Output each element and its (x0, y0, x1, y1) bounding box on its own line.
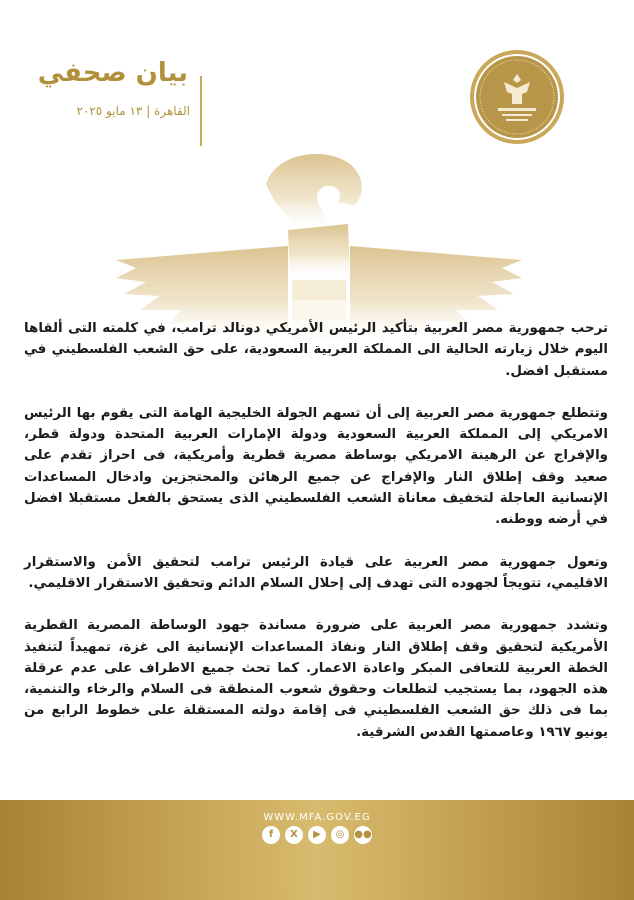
paragraph-2: وتتطلع جمهورية مصر العربية إلى أن تسهم الجولة الخليجية الهامة التى يقوم بها الرئيس الامريكي إلى المملكة العربية السعودية ودولة الإمارات العربية المتحدة ودولة قطر، والإفراج عن الرهينة الامريكي بوساطة مصرية قطرية وأمريكية، فى احراز تقدم على صعيد وقف إطلاق النار والإفراج عن جميع الرهائن والمحتجزين وادخال المساعدات الإنسانية العاجلة لتخفيف معاناة الشعب الفلسطيني الذى يستحق بالفعل مستقبلا افضل في أرضه ووطنه. (24, 405, 608, 528)
x-icon[interactable]: X (285, 826, 303, 844)
facebook-icon[interactable]: f (262, 826, 280, 844)
youtube-icon[interactable]: ▶ (308, 826, 326, 844)
paragraph-3: وتعول جمهورية مصر العربية على قيادة الرئيس ترامب لتحقيق الأمن والاستقرار الاقليمي، تتويجاً لجهوده التى تهدف إلى إحلال السلام الدائم وتحقيق الاستقرار الاقليمي. (24, 554, 608, 591)
social-links (262, 826, 372, 848)
press-release-title: بيان صحفي (37, 58, 188, 88)
website-url[interactable]: WWW.MFA.GOV.EG (263, 812, 371, 823)
instagram-icon[interactable]: ◎ (331, 826, 349, 844)
header-divider (200, 76, 202, 146)
paragraph-1: ترحب جمهورية مصر العربية بتأكيد الرئيس الأمريكي دونالد ترامب، في كلمته التى ألقاها اليوم خلال زيارته الحالية الى المملكة العربية السعودية، على حق الشعب الفلسطيني في مستقبل افضل. (24, 321, 608, 379)
paragraph-4: وتشدد جمهورية مصر العربية على ضرورة مساندة جهود الوساطة المصرية القطرية الأمريكية لتحقيق وقف إطلاق النار ونفاذ المساعدات الإنسانية الى غزة، تمهيداً لتنفيذ الخطة العربية للتعافى المبكر واعادة الاعمار. كما تحث جميع الاطراف على عدم عرقلة هذه الجهود، بما يستجيب لتطلعات وحقوق شعوب المنطقة فى السلام والرخاء والتنمية، بما فى ذلك حق الشعب الفلسطيني فى إقامة دولته المستقلة على خطوط الرابع من يونيو ١٩٦٧ وعاصمتها القدس الشرقية. (24, 618, 608, 740)
press-release-body (24, 318, 608, 764)
flickr-icon[interactable]: ●● (354, 826, 372, 844)
release-date-location: القاهرة | ١٣ مايو ٢٠٢٥ (76, 104, 190, 118)
ministry-seal-logo (468, 48, 566, 146)
